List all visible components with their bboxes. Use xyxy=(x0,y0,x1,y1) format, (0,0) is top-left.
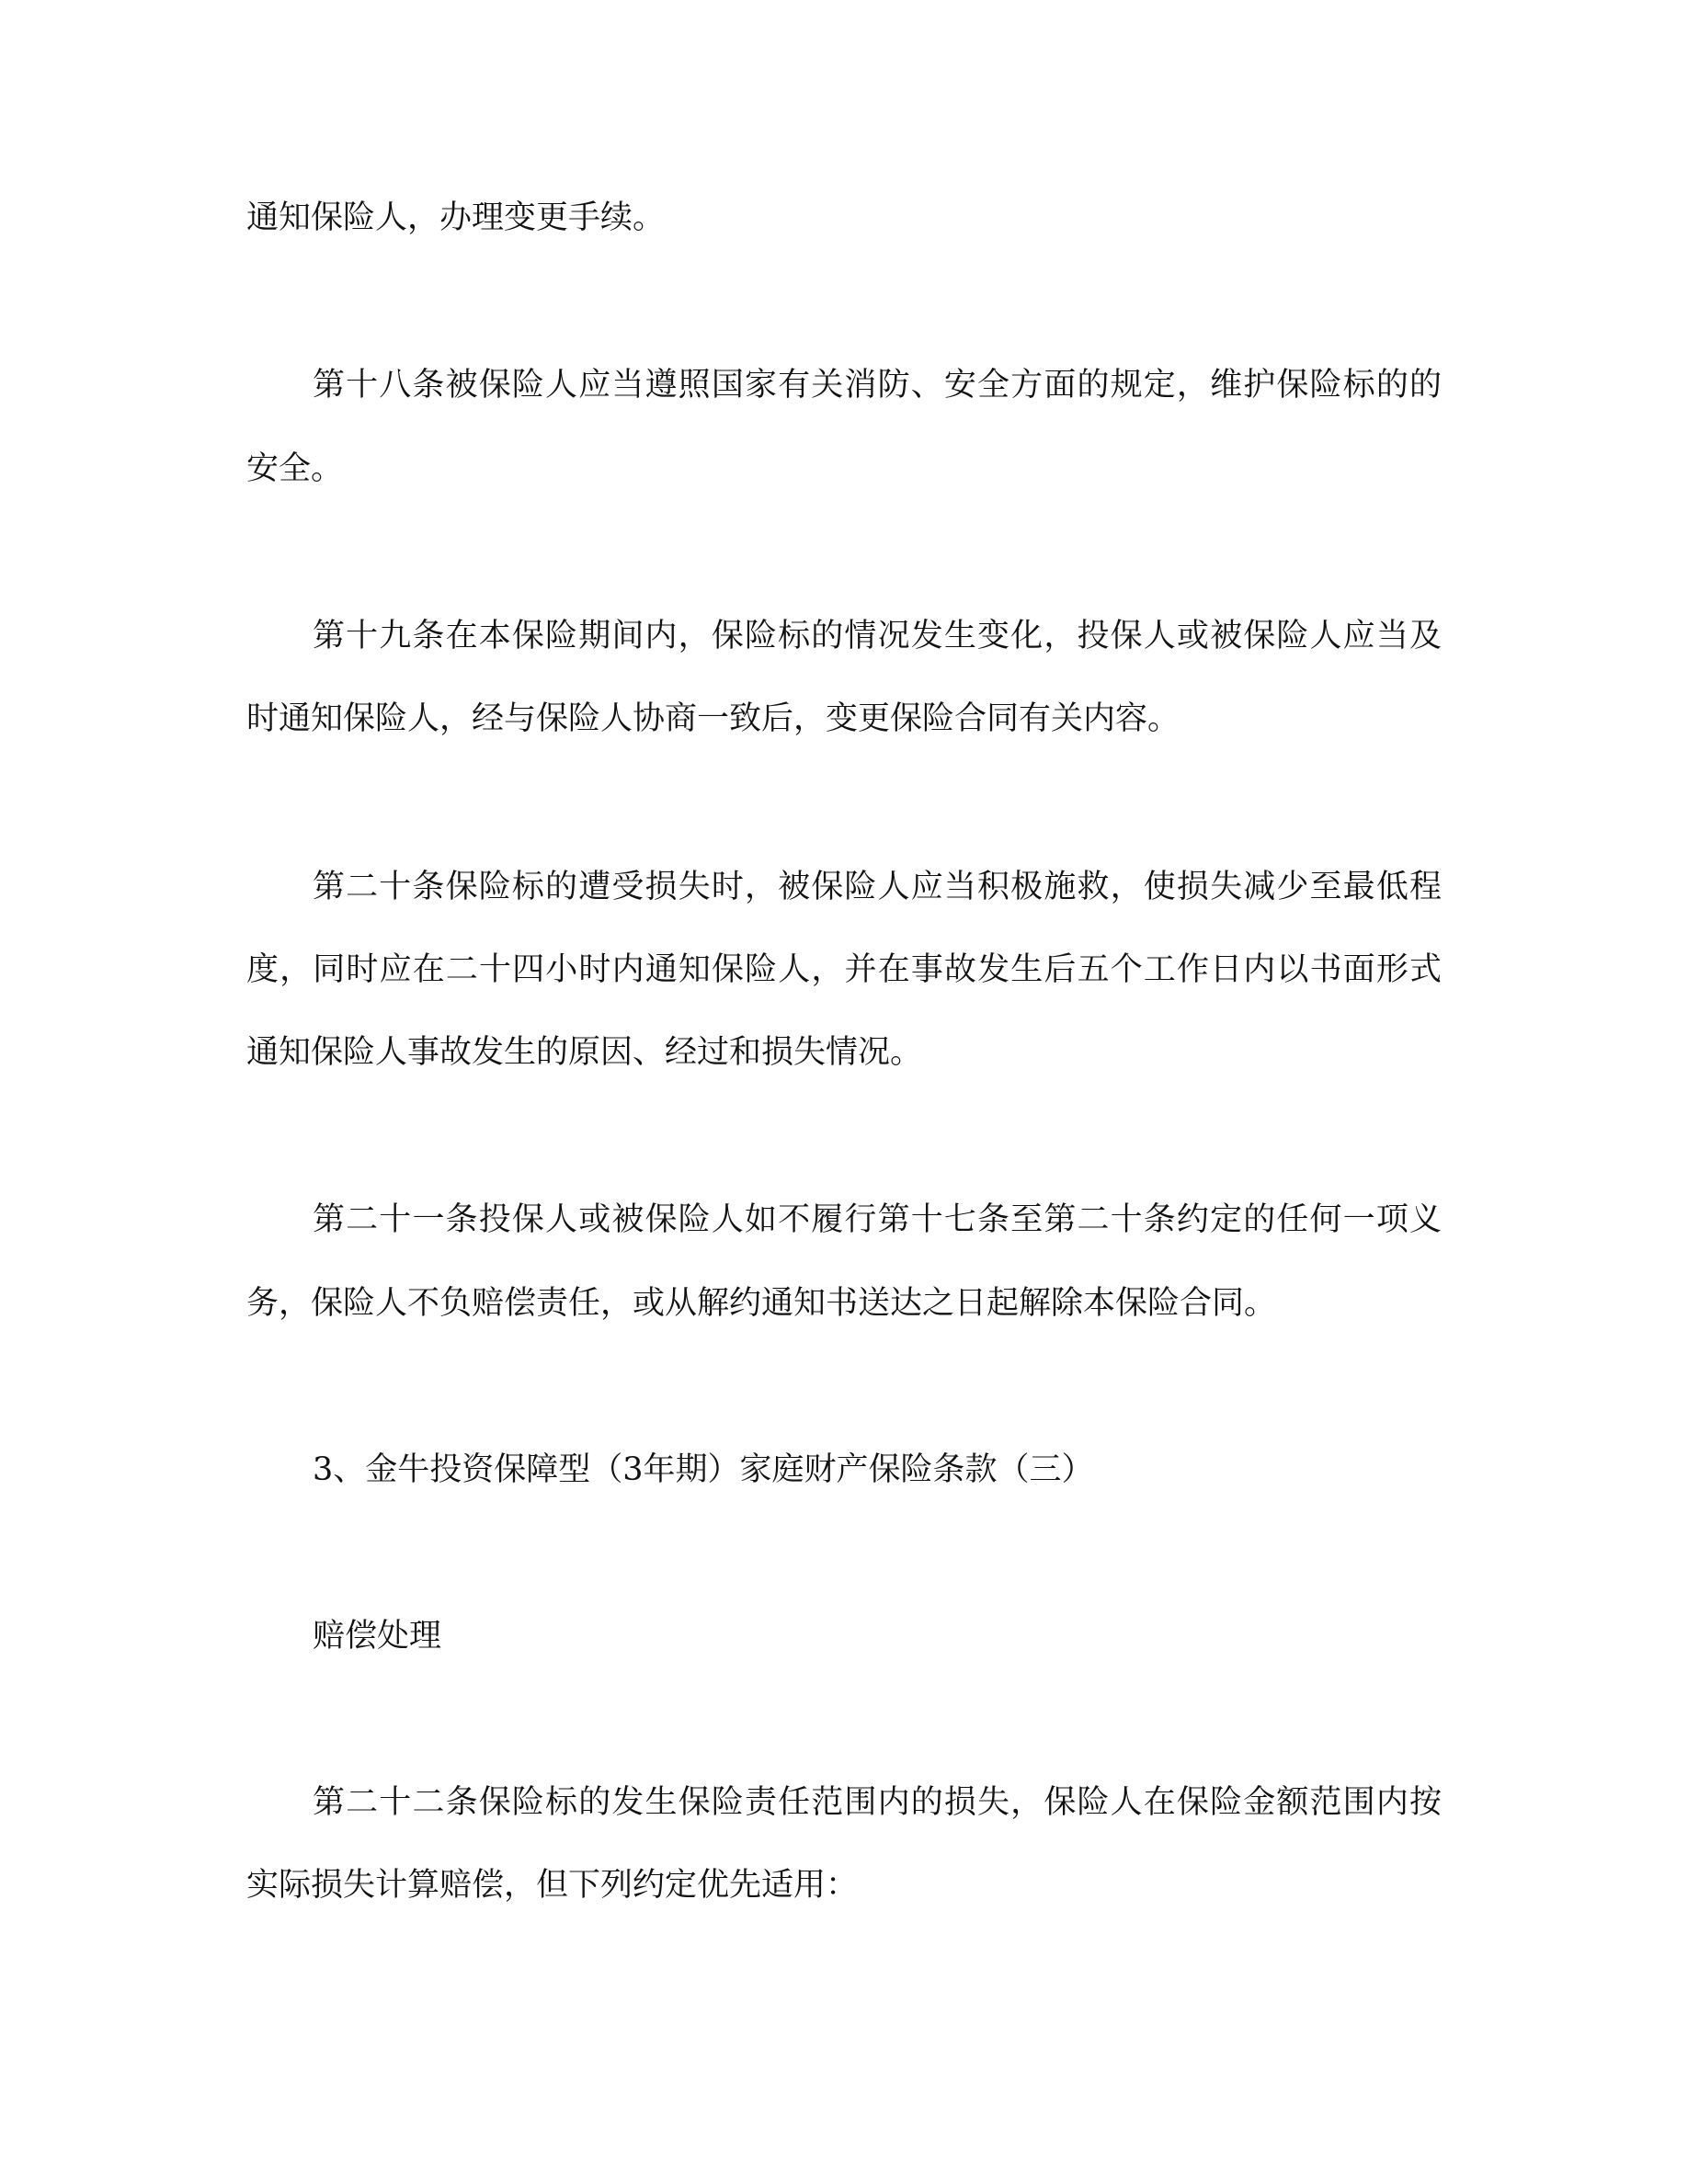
text-line: 第十九条在本保险期间内，保险标的情况发生变化，投保人或被保险人应当及 xyxy=(313,618,1442,654)
text-line: 第二十条保险标的遭受损失时，被保险人应当积极施救，使损失减少至最低程 xyxy=(313,869,1442,905)
text-line: 第二十一条投保人或被保险人如不履行第十七条至第二十条约定的任何一项义 xyxy=(313,1201,1442,1238)
subsection-heading: 赔偿处理 xyxy=(313,1618,442,1655)
text-line: 安全。 xyxy=(246,450,344,487)
text-line: 第十八条被保险人应当遵照国家有关消防、安全方面的规定，维护保险标的的 xyxy=(313,367,1442,404)
text-line: 通知保险人，办理变更手续。 xyxy=(246,199,666,236)
text-line: 务，保险人不负赔偿责任，或从解约通知书送达之日起解除本保险合同。 xyxy=(246,1285,1277,1322)
section-heading: 3、金牛投资保障型（3年期）家庭财产保险条款（三） xyxy=(313,1451,1094,1488)
text-line: 实际损失计算赔偿，但下列约定优先适用： xyxy=(246,1867,859,1904)
text-line: 时通知保险人，经与保险人协商一致后，变更保险合同有关内容。 xyxy=(246,700,1180,737)
text-line: 度，同时应在二十四小时内通知保险人，并在事故发生后五个工作日内以书面形式 xyxy=(246,951,1442,988)
text-line: 第二十二条保险标的发生保险责任范围内的损失，保险人在保险金额范围内按 xyxy=(313,1784,1442,1821)
text-line: 通知保险人事故发生的原因、经过和损失情况。 xyxy=(246,1034,923,1071)
